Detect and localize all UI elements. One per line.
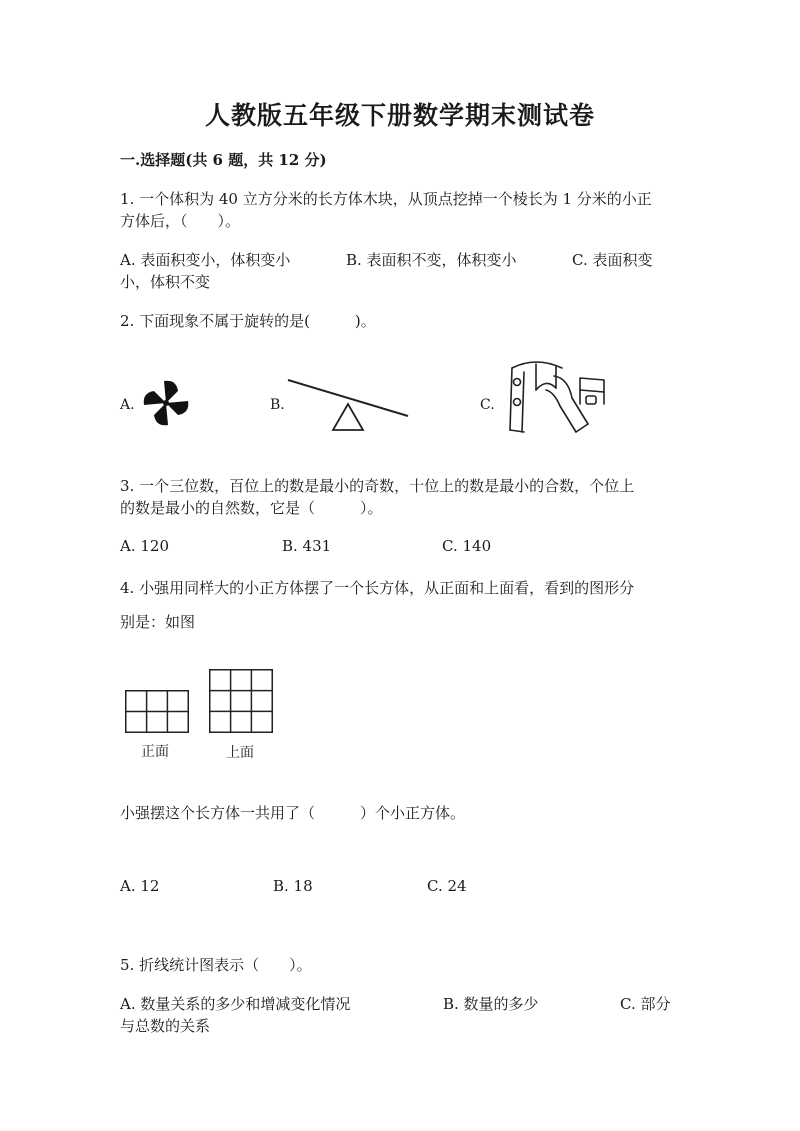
q3-stem-line2: 的数是最小的自然数，它是（ ）。 [120,499,383,517]
q1-option-c: C. 表面积变 [572,251,653,269]
q1-stem-line1: 1. 一个体积为 40 立方分米的长方体木块，从顶点挖掉一个棱长为 1 分米的小正 [120,190,652,208]
q1-option-c-continued: 小，体积不变 [120,273,211,291]
front-view-caption: 正面 [141,744,169,760]
q3-stem-line1: 3. 一个三位数，百位上的数是最小的奇数，十位上的数是最小的合数，个位上 [120,477,635,495]
q5-option-a: A. 数量关系的多少和增减变化情况 [120,995,351,1013]
q4-stem-line2: 别是：如图 [120,613,196,631]
q2-stem: 2. 下面现象不属于旋转的是( )。 [120,312,376,330]
q3-option-c: C. 140 [442,537,492,555]
q2-option-c-label: C. [480,397,495,413]
q5-option-c-continued: 与总数的关系 [120,1017,211,1035]
q1-stem-line2: 方体后，（ ）。 [120,212,241,230]
q5-option-b: B. 数量的多少 [443,995,539,1013]
q4-option-c: C. 24 [427,877,467,895]
q2-option-b-label: B. [270,397,285,413]
q5-stem: 5. 折线统计图表示（ ）。 [120,956,312,974]
front-view-grid [125,690,189,733]
q4-option-a: A. 12 [120,877,160,895]
top-view-grid [209,669,273,733]
seesaw-icon [284,378,412,434]
pinwheel-icon [137,374,197,432]
q3-option-a: A. 120 [120,537,169,555]
top-view-caption: 上面 [226,745,254,761]
q2-option-a-label: A. [120,397,135,413]
q5-option-c: C. 部分 [620,995,671,1013]
q3-option-b: B. 431 [282,537,332,555]
q1-option-b: B. 表面积不变，体积变小 [346,251,517,269]
page-title: 人教版五年级下册数学期末测试卷 [204,101,595,130]
q1-option-a: A. 表面积变小，体积变小 [120,251,291,269]
q4-stem-line1: 4. 小强用同样大的小正方体摆了一个长方体，从正面和上面看，看到的图形分 [120,579,635,597]
q4-question: 小强摆这个长方体一共用了（ ）个小正方体。 [120,804,466,822]
section-heading: 一.选择题(共 6 题，共 12 分) [120,151,327,169]
slide-icon [496,360,608,436]
q4-option-b: B. 18 [273,877,313,895]
